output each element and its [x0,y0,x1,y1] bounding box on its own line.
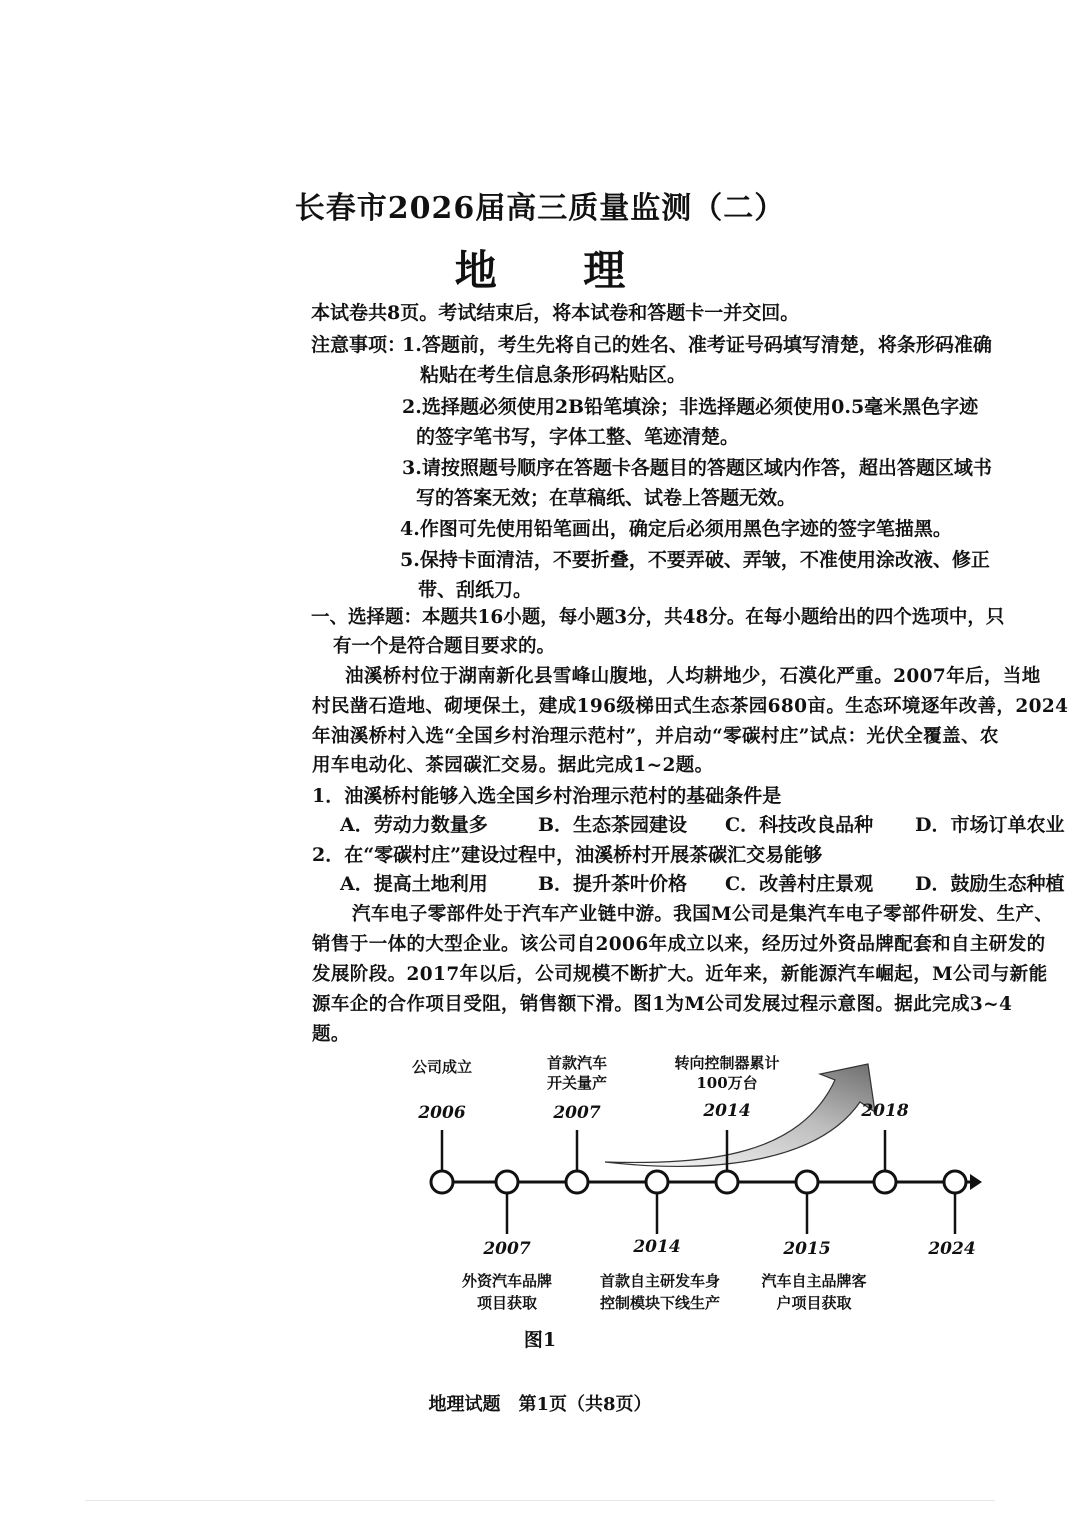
passage-line: 用车电动化、茶园碳汇交易。据此完成1~2题。 [312,755,714,776]
note-line: 5.保持卡面清洁，不要折叠，不要弄破、弄皱，不准使用涂改液、修正 [400,549,990,571]
timeline-node [944,1171,966,1193]
event-label: 户项目获取 [776,1294,852,1312]
passage-line: 油溪桥村位于湖南新化县雪峰山腹地，人均耕地少，石漠化严重。2007年后，当地 [345,666,1041,687]
q1-option-b: B．生态茶园建设 [538,814,688,836]
note-line: 的签字笔书写，字体工整、笔迹清楚。 [416,426,740,448]
exam-title: 长春市2026届高三质量监测（二） [294,191,786,226]
timeline-node [716,1171,738,1193]
q2-option-c: C．改善村庄景观 [725,873,874,895]
passage-line: 销售于一体的大型企业。该公司自2006年成立以来，经历过外资品牌配套和自主研发的 [312,934,1046,955]
event-label: 公司成立 [411,1058,473,1076]
event-year: 2014 [633,1237,681,1257]
note-line: 1.答题前，考生先将自己的姓名、准考证号码填写清楚，将条形码准确 [402,334,992,356]
note-line: 写的答案无效；在草稿纸、试卷上答题无效。 [416,487,797,509]
figure-caption: 图1 [523,1329,557,1351]
timeline-node [646,1171,668,1193]
event-label: 首款自主研发车身 [599,1272,721,1290]
event-year: 2014 [703,1101,751,1121]
q1-option-d: D．市场订单农业 [915,814,1065,836]
timeline-node [874,1171,896,1193]
timeline-node [796,1171,818,1193]
page-footer: 地理试题 第1页（共8页） [428,1394,652,1415]
passage-line: 源车企的合作项目受阻，销售额下滑。图1为M公司发展过程示意图。据此完成3~4 [312,994,1013,1015]
event-year: 2015 [783,1239,831,1259]
passage-line: 题。 [312,1024,350,1045]
note-line: 带、刮纸刀。 [418,579,533,601]
event-year: 2024 [928,1239,976,1259]
event-label: 100万台 [696,1074,758,1092]
note-line: 粘贴在考生信息条形码粘贴区。 [420,364,687,386]
note-line: 3.请按照题号顺序在答题卡各题目的答题区域内作答，超出答题区域书 [402,457,992,479]
note-line: 4.作图可先使用铅笔画出，确定后必须用黑色字迹的签字笔描黑。 [400,518,952,540]
bottom-divider [85,1500,995,1501]
section-heading: 一、选择题：本题共16小题，每小题3分，共48分。在每小题给出的四个选项中，只 [311,607,1005,628]
axis-arrowhead [970,1174,982,1190]
note-line: 2.选择题必须使用2B铅笔填涂；非选择题必须使用0.5毫米黑色字迹 [402,396,979,418]
event-label: 首款汽车 [546,1054,608,1072]
q1-option-a: A．劳动力数量多 [340,814,488,836]
event-year: 2018 [861,1101,909,1121]
timeline-node [566,1171,588,1193]
event-label: 汽车自主品牌客 [761,1272,867,1290]
q2-option-b: B．提升茶叶价格 [538,873,688,895]
notes-label: 注意事项： [311,334,407,356]
q2-option-d: D．鼓励生态种植 [915,873,1065,895]
question-2-stem: 2．在“零碳村庄”建设过程中，油溪桥村开展茶碳汇交易能够 [312,844,823,866]
timeline-node [496,1171,518,1193]
event-label: 控制模块下线生产 [599,1294,721,1312]
instructions-intro: 本试卷共8页。考试结束后，将本试卷和答题卡一并交回。 [311,302,800,324]
question-1-stem: 1．油溪桥村能够入选全国乡村治理示范村的基础条件是 [312,785,782,807]
event-year: 2006 [418,1103,466,1123]
passage-line: 汽车电子零部件处于汽车产业链中游。我国M公司是集汽车电子零部件研发、生产、 [352,904,1054,925]
event-label: 项目获取 [476,1294,538,1312]
passage-line: 年油溪桥村入选“全国乡村治理示范村”，并启动“零碳村庄”试点：光伏全覆盖、农 [312,726,999,747]
q1-option-c: C．科技改良品种 [725,814,874,836]
timeline-node [431,1171,453,1193]
event-year: 2007 [483,1239,531,1259]
passage-line: 村民凿石造地、砌埂保土，建成196级梯田式生态茶园680亩。生态环境逐年改善，2024 [312,696,1069,717]
event-label: 外资汽车品牌 [461,1272,553,1290]
event-label: 开关量产 [546,1074,608,1092]
q2-option-a: A．提高土地利用 [340,873,488,895]
passage-line: 发展阶段。2017年以后，公司规模不断扩大。近年来，新能源汽车崛起，M公司与新能 [312,964,1048,985]
timeline-figure [380,1050,1000,1350]
section-heading-cont: 有一个是符合题目要求的。 [333,636,556,657]
event-label: 转向控制器累计 [674,1054,780,1072]
subject-title: 地 理 [454,246,662,295]
event-year: 2007 [553,1103,601,1123]
